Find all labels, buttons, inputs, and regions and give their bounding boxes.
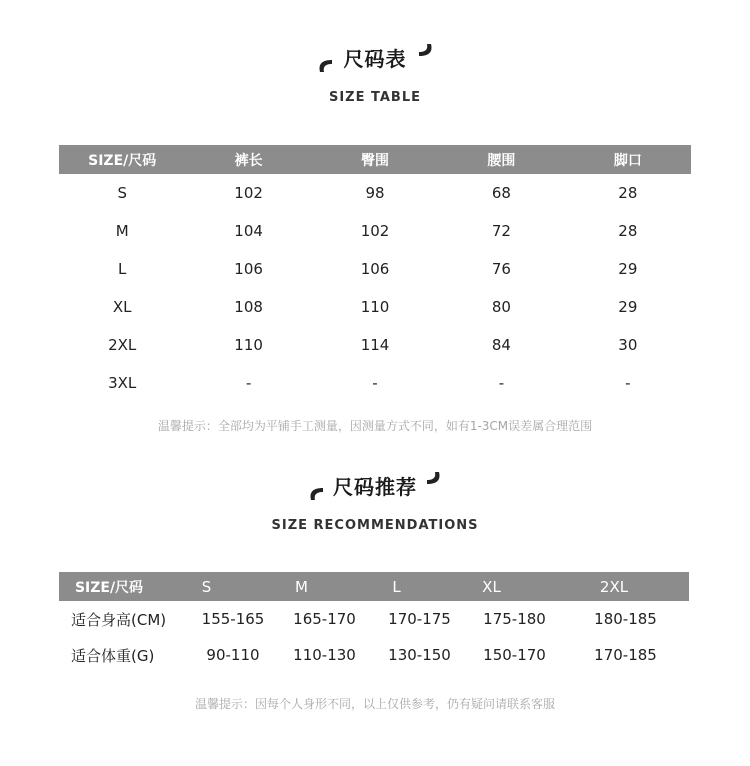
cell: M (115, 222, 129, 240)
cell: - (498, 374, 505, 392)
cell: 68 (491, 184, 511, 202)
table-row (59, 174, 691, 212)
cell: 110 (234, 336, 263, 354)
header-l: L (392, 577, 401, 596)
header-2xl: 2XL (599, 577, 629, 596)
header-hem: 脚口 (613, 152, 642, 169)
header-size: SIZE/尺码 (74, 579, 144, 596)
size-table-title-cn: 尺码表 (343, 46, 407, 71)
recommendations-header (59, 572, 689, 601)
cell: 106 (360, 260, 390, 278)
cell: 175-180 (483, 610, 546, 628)
table-row (59, 364, 691, 402)
cell: 150-170 (483, 646, 546, 664)
table-row (59, 212, 691, 250)
header-hip: 臀围 (361, 152, 390, 169)
cell: 180-185 (594, 610, 657, 628)
left-hook-icon (303, 480, 327, 504)
right-hook-icon (423, 468, 447, 492)
table-row (59, 637, 689, 673)
recommendation-note: 温馨提示：因每个人身形不同，以上仅供参考，仍有疑问请联系客服 (194, 697, 555, 711)
cell: XL (112, 298, 132, 316)
cell: 28 (618, 184, 638, 202)
table-row (59, 326, 691, 364)
header-waist: 腰围 (487, 152, 516, 169)
cell: S (117, 184, 127, 202)
cell: 114 (360, 336, 390, 354)
cell: - (245, 374, 252, 392)
cell: - (372, 374, 378, 392)
cell: 165-170 (293, 610, 356, 628)
right-hook-icon (415, 40, 439, 64)
size-recommendations-table (59, 572, 689, 673)
cell: 29 (618, 260, 638, 278)
cell: 72 (491, 222, 511, 240)
size-table-heading (0, 38, 750, 105)
cell: 102 (360, 222, 390, 240)
header-length: 裤长 (234, 152, 263, 169)
cell: 102 (234, 184, 263, 202)
cell: 80 (491, 298, 511, 316)
cell: L (118, 260, 127, 278)
cell: 108 (234, 298, 263, 316)
size-recommendations-heading (0, 466, 750, 533)
header-size: SIZE/尺码 (88, 152, 157, 169)
cell: 30 (618, 336, 638, 354)
header-xl: XL (482, 577, 501, 596)
cell: 110-130 (293, 646, 356, 664)
cell: 170-185 (594, 646, 657, 664)
cell: 90-110 (206, 646, 260, 664)
measurement-note: 温馨提示：全部均为平铺手工测量，因测量方式不同，如有1-3CM误差属合理范围 (157, 419, 593, 433)
cell: 130-150 (388, 646, 451, 664)
cell: 28 (618, 222, 638, 240)
table-row (59, 601, 689, 637)
cell: 106 (234, 260, 263, 278)
cell: 98 (365, 184, 385, 202)
size-recommendations-title-cn: 尺码推荐 (333, 474, 417, 499)
cell: 170-175 (388, 610, 451, 628)
cell: 84 (491, 336, 511, 354)
size-recommendations-title-en: SIZE RECOMMENDATIONS (271, 518, 479, 533)
cell: 104 (234, 222, 263, 240)
cell: 76 (491, 260, 511, 278)
row-label-height: 适合身高(CM) (71, 610, 167, 629)
size-table-header (59, 145, 691, 174)
header-m: M (295, 577, 308, 596)
cell: - (625, 374, 631, 392)
cell: 155-165 (201, 610, 265, 628)
table-row (59, 250, 691, 288)
header-s: S (201, 577, 212, 596)
table-row (59, 288, 691, 326)
size-table (59, 145, 691, 402)
row-label-weight: 适合体重(G) (71, 646, 155, 665)
size-table-title-en: SIZE TABLE (328, 90, 422, 105)
cell: 110 (360, 298, 390, 316)
cell: 3XL (108, 374, 137, 392)
cell: 2XL (108, 336, 137, 354)
cell: 29 (618, 298, 638, 316)
left-hook-icon (312, 52, 336, 76)
